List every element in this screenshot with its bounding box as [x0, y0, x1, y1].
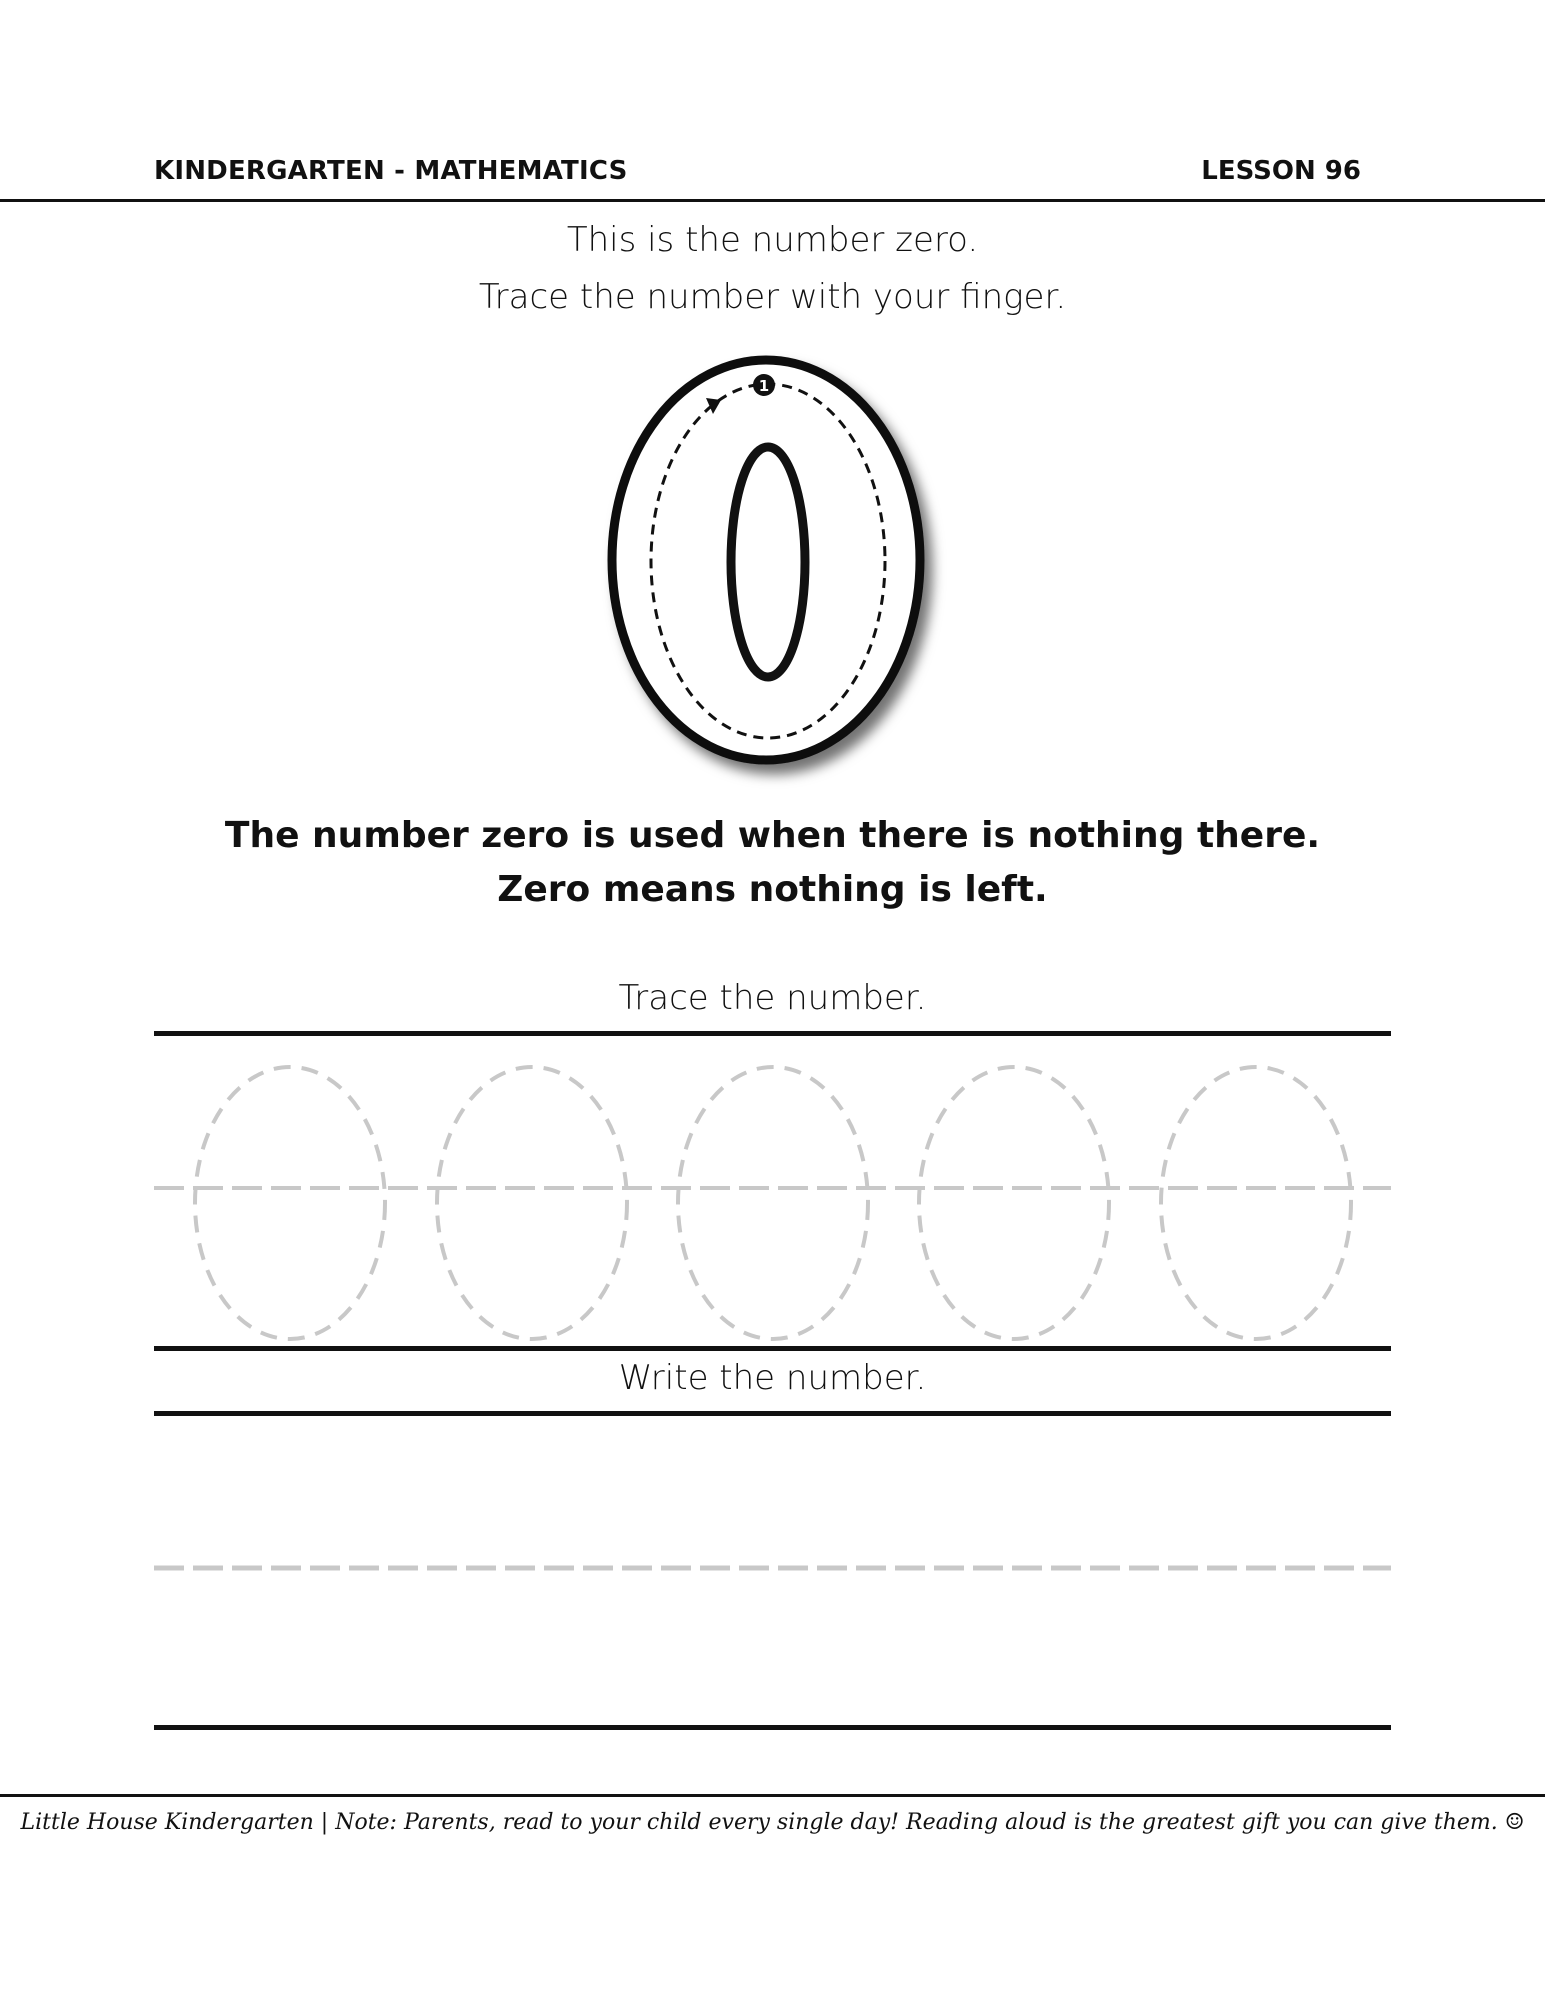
trace-zero-1[interactable]: [195, 1067, 385, 1339]
lesson-number: LESSON 96: [1201, 156, 1361, 186]
trace-zero-5[interactable]: [1161, 1067, 1351, 1339]
trace-top-line: [154, 1031, 1391, 1036]
trace-zero-3[interactable]: [678, 1067, 868, 1339]
trace-section-label: Trace the number.: [618, 978, 927, 1018]
fact-line-1: The number zero is used when there is nothing there.: [224, 815, 1321, 856]
write-bottom-line: [154, 1725, 1391, 1730]
big-zero-numeral[interactable]: [0, 0, 1545, 800]
write-area[interactable]: [0, 1558, 1545, 1578]
trace-bottom-line: [154, 1346, 1391, 1351]
write-top-line: [154, 1411, 1391, 1416]
fact-line-2: Zero means nothing is left.: [497, 869, 1048, 910]
zero-inner-outline: [731, 447, 805, 677]
footer-rule: [0, 1794, 1545, 1797]
intro-line-2: Trace the number with your finger.: [478, 277, 1067, 317]
subject-title: KINDERGARTEN - MATHEMATICS: [154, 156, 628, 186]
write-section-label: Write the number.: [618, 1358, 927, 1398]
trace-zero-4[interactable]: [919, 1067, 1109, 1339]
trace-zeros-row[interactable]: [0, 1040, 1545, 1340]
start-marker-number: 1: [758, 377, 770, 395]
intro-line-1: This is the number zero.: [566, 220, 979, 260]
footer-note: Little House Kindergarten | Note: Parents, read to your child every single day! Reading aloud is the greatest gift you can give them. ☺: [20, 1810, 1525, 1835]
trace-zero-2[interactable]: [437, 1067, 627, 1339]
